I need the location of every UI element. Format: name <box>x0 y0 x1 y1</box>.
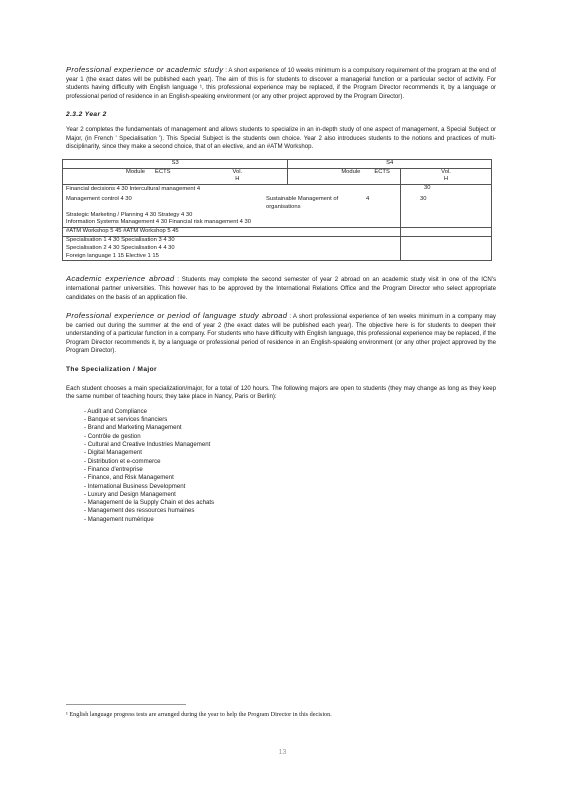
paragraph-year1-experience <box>66 66 496 101</box>
table-row: Management control 4 30 <box>66 195 132 202</box>
core-modules-cell <box>63 185 401 228</box>
list-item: - Brand and Marketing Management <box>84 424 496 432</box>
paragraph-academic-abroad <box>66 275 496 302</box>
paragraph-text: : A short experience of 10 weeks minimum is a compulsory requirement of the program at the end of year 1 (the exact dates will be published each year). The aim of this is for students to discover a managerial function or a particular sector of activity. For students having difficulty with English language ¹, this professional experience may be replaced, if the Program Director recommends it, by a language or professional period of residence in an English-speaking environment (or any other project approved by the Program Director). <box>66 67 497 100</box>
majors-list <box>84 408 496 524</box>
footnote: ¹ English language progress tests are arranged during the year to help the Program Director in this decision. <box>66 711 332 718</box>
section-heading-year2: 2.3.2 Year 2 <box>66 111 107 119</box>
table-row: Foreign language 1 15 Elective 1 15 <box>66 252 159 259</box>
page-body <box>66 66 496 524</box>
list-item: - Distribution et e-commerce <box>84 458 496 466</box>
curriculum-table <box>62 159 492 262</box>
col-h: H <box>443 176 449 183</box>
semester-s4-header: S4 <box>288 159 492 168</box>
paragraph-professional-experience <box>66 312 496 356</box>
table-row: Financial decisions 4 30 Intercultural management 4 <box>66 186 201 193</box>
vol-value: 30 <box>420 195 427 202</box>
col-module: Module <box>341 168 361 175</box>
table-row: Information Systems Management 4 30 Financial risk management 4 30 <box>66 219 251 226</box>
table-row: Specialisation 2 4 30 Specialisation 4 4 30 <box>66 244 175 251</box>
col-vol: Vol. <box>232 168 243 175</box>
right-module-ects: 4 <box>366 195 370 202</box>
list-item: - Contrôle de gestion <box>84 433 496 441</box>
list-item: - Management numérique <box>84 516 496 524</box>
right-module-name: Sustainable Management of organisations <box>266 195 339 210</box>
paragraph-specialization: Each student chooses a main specialization/major, for a total of 120 hours. The following majors are open to students (they may change as long as they keep the same number of teaching hours; they take place in Nancy, Paris or Berlin): <box>66 384 496 401</box>
s4-vol-cell <box>401 185 492 228</box>
s3-column-header <box>63 168 288 185</box>
paragraph-year2: Year 2 completes the fundamentals of management and allows students to specialize in an in-depth study of one aspect of management, a Special Subject or Major, (in French ' Specialisation '). This Special Subject is the students own choice. Year 2 also introduces students to the notions and practices of multi-disciplinarity, since they make a second choice, that of an elective, and an #ATM Workshop. <box>66 125 496 151</box>
page-number: 13 <box>278 749 287 756</box>
specialisation-rows-cell <box>63 236 401 260</box>
col-h: H <box>235 176 240 183</box>
col-ects: ECTS <box>374 168 390 175</box>
list-item: - Digital Management <box>84 449 496 457</box>
lead-phrase: Professional experience or period of language study abroad <box>66 311 288 321</box>
vol-value: 30 <box>424 185 431 192</box>
col-vol: Vol. <box>441 168 451 175</box>
table-row: Strategic Marketing / Planning 4 30 Strategy 4 30 <box>66 211 193 218</box>
lead-phrase: Academic experience abroad <box>66 274 175 284</box>
paragraph-text: : Students may complete the second semester of year 2 abroad on an academic study visit in one of the ICN's international partner universities. This however has to be approved by the International Relations Office and the Program Director who select appropriate candidates on the basis of an application file. <box>66 276 497 301</box>
list-item: - Cultural and Creative Industries Management <box>84 441 496 449</box>
list-item: - Finance d'entreprise <box>84 466 496 474</box>
list-item: - International Business Development <box>84 483 496 491</box>
list-item: - Audit and Compliance <box>84 408 496 416</box>
list-item: - Management des ressources humaines <box>84 507 496 515</box>
table-row: Specialisation 1 4 30 Specialisation 3 4 30 <box>66 236 175 243</box>
list-item: - Banque et services financiers <box>84 416 496 424</box>
col-ects: ECTS <box>155 168 171 175</box>
s4-column-header <box>288 168 401 185</box>
col-module: Module <box>126 168 146 175</box>
semester-s3-header: S3 <box>63 159 288 168</box>
list-item: - Finance, and Risk Management <box>84 474 496 482</box>
section-heading-specialization: The Specialization / Major <box>66 366 158 374</box>
list-item: - Management de la Supply Chain et des achats <box>84 499 496 507</box>
atm-row: #ATM Workshop 5 45 #ATM Workshop 5 45 <box>63 228 401 237</box>
list-item: - Luxury and Design Management <box>84 491 496 499</box>
footnote-rule <box>66 704 186 705</box>
s4-vol-header <box>401 168 492 185</box>
paragraph-text: : A short professional experience of ten weeks minimum in a company may be carried out during the summer at the end of year 2 (the exact dates will be published each year). The objective here is for students to deepen their understanding of a particular function in a company. For students who have difficulty with English language, this professional experience may be replaced, if the Program Director recommends it, by a language or professional period of residence in an English-speaking environment (or any other project approved by the Program Director). <box>66 313 496 355</box>
lead-phrase: Professional experience or academic study <box>66 65 224 74</box>
